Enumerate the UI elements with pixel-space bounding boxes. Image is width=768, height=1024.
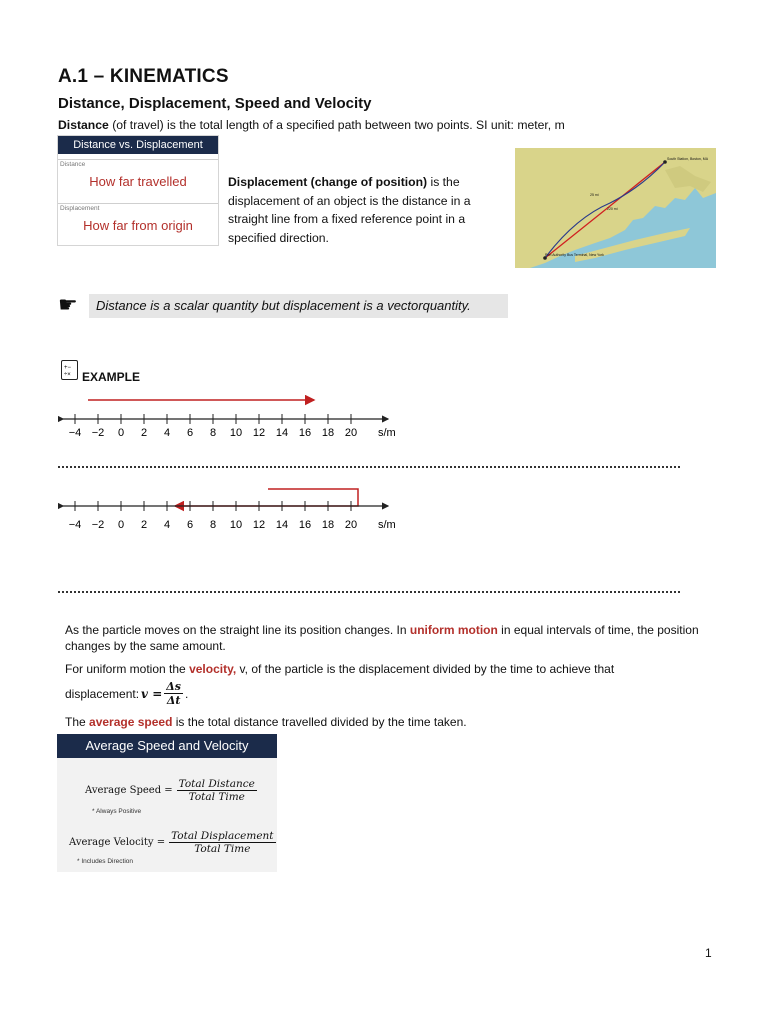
number-line-1: [58, 392, 408, 442]
dvd-row-big-label: How far travelled: [89, 174, 187, 189]
number-line-tick-label: 18: [321, 519, 335, 531]
number-line-tick-label: 14: [275, 427, 289, 439]
para-text: For uniform motion the: [65, 662, 190, 676]
dvd-row-small-label: Distance: [60, 161, 86, 168]
number-line-tick-label: −4: [68, 519, 82, 531]
map-label-top: South Station, Boston, MA: [667, 157, 709, 161]
speed-note: * Always Positive: [92, 808, 142, 815]
dvd-row-small-label: Displacement: [60, 205, 100, 212]
average-speed-term: average speed: [89, 715, 173, 729]
number-line-unit-label: s/m: [378, 427, 396, 439]
velocity-paragraph: [65, 661, 730, 677]
number-line-tick-label: −2: [91, 427, 105, 439]
example-label: EXAMPLE: [82, 370, 141, 384]
number-line-tick-label: 16: [298, 427, 312, 439]
formula-fraction: [169, 830, 275, 855]
page-number: 1: [705, 946, 712, 960]
para-text: v, of the particle is the displacement divided by the time to achieve that: [236, 662, 615, 676]
dotted-divider: [58, 591, 680, 593]
number-line-tick-label: 12: [252, 519, 266, 531]
number-line-tick-label: 18: [321, 427, 335, 439]
formula-denominator: Δt: [166, 694, 181, 707]
number-line-tick-label: 0: [117, 519, 125, 531]
number-line-tick-label: 10: [229, 519, 243, 531]
displacement-definition: [228, 173, 490, 247]
dvd-card-header: Distance vs. Displacement: [58, 136, 218, 154]
number-line-tick-label: 8: [209, 519, 217, 531]
number-line-tick-label: 8: [209, 427, 217, 439]
pointing-hand-icon: ☛: [58, 292, 78, 317]
formula-numerator: Δs: [166, 680, 181, 693]
number-line-tick-label: 2: [140, 427, 148, 439]
para-text: .: [185, 686, 189, 701]
para-text: The: [65, 715, 90, 729]
number-line-tick-label: 20: [344, 427, 358, 439]
avg-card-header: Average Speed and Velocity: [57, 734, 277, 758]
average-velocity-formula: [69, 830, 276, 855]
number-line-tick-label: −2: [91, 519, 105, 531]
number-line-tick-label: 12: [252, 427, 266, 439]
formula-fraction: [177, 778, 257, 803]
para-text: is the total distance travelled divided by the time taken.: [172, 715, 467, 729]
distance-term: Distance: [58, 118, 109, 132]
number-line-tick-label: 6: [186, 427, 194, 439]
distance-definition: [58, 118, 565, 132]
number-line-tick-label: 20: [344, 519, 358, 531]
formula-lhs: Average Velocity =: [69, 837, 166, 848]
number-line-tick-label: 14: [275, 519, 289, 531]
para-text: in equal intervals of time, the position changes by the same amount.: [65, 623, 699, 653]
formula-numerator: Total Displacement: [171, 830, 274, 842]
formula-lhs: v =: [141, 686, 163, 701]
calculator-icon: [61, 360, 78, 380]
number-line-tick-label: 4: [163, 427, 171, 439]
map-label-mid2: 220 mi: [607, 207, 618, 211]
number-line-unit-label: s/m: [378, 519, 396, 531]
average-speed-velocity-card: [57, 734, 277, 872]
dvd-row-distance: [58, 159, 218, 200]
formula-lhs: Average Speed =: [85, 785, 173, 796]
number-line-2: [58, 484, 408, 534]
formula-denominator: Total Time: [194, 843, 251, 855]
velocity-note: * Includes Direction: [77, 858, 133, 865]
distance-definition-text: (of travel) is the total length of a specified path between two points. SI unit: meter, m: [108, 118, 565, 132]
number-line-tick-label: −4: [68, 427, 82, 439]
scalar-vector-note: Distance is a scalar quantity but displacement is a vectorquantity.: [96, 298, 471, 313]
section-subtitle: Distance, Displacement, Speed and Velocity: [58, 95, 372, 112]
para-text: As the particle moves on the straight line its position changes. In: [65, 623, 410, 637]
number-line-tick-label: 2: [140, 519, 148, 531]
uniform-motion-term: uniform motion: [409, 623, 498, 637]
para-text: displacement:: [65, 686, 140, 701]
number-line-tick-label: 0: [117, 427, 125, 439]
formula-numerator: Total Distance: [178, 778, 255, 790]
displacement-definition-text: is the displacement of an object is the distance in a straight line from a fixed reference point in a specified direction.: [228, 175, 471, 245]
average-speed-formula: [85, 778, 257, 803]
average-speed-paragraph: [65, 714, 730, 730]
number-line-tick-label: 16: [298, 519, 312, 531]
map-label-mid: 25 mi: [590, 193, 599, 197]
distance-vs-displacement-card: [57, 135, 219, 246]
displacement-term: Displacement (change of position): [228, 175, 428, 189]
velocity-term: velocity,: [189, 662, 237, 676]
dvd-row-big-label: How far from origin: [83, 218, 193, 233]
formula-fraction: [164, 680, 183, 707]
svg-text:÷×: ÷×: [64, 372, 71, 378]
number-line-tick-label: 10: [229, 427, 243, 439]
route-map-image: [515, 148, 716, 268]
formula-denominator: Total Time: [188, 791, 245, 803]
number-line-tick-label: 6: [186, 519, 194, 531]
dvd-row-displacement: [58, 203, 218, 244]
velocity-formula: [65, 680, 188, 707]
number-line-tick-label: 4: [163, 519, 171, 531]
dotted-divider: [58, 466, 680, 468]
page-title: A.1 – KINEMATICS: [58, 66, 229, 87]
return-path-arrow: [175, 489, 358, 506]
map-label-bottom: Port Authority Bus Terminal, New York: [545, 253, 604, 257]
svg-text:+−: +−: [64, 365, 72, 371]
uniform-motion-paragraph: [65, 622, 730, 654]
